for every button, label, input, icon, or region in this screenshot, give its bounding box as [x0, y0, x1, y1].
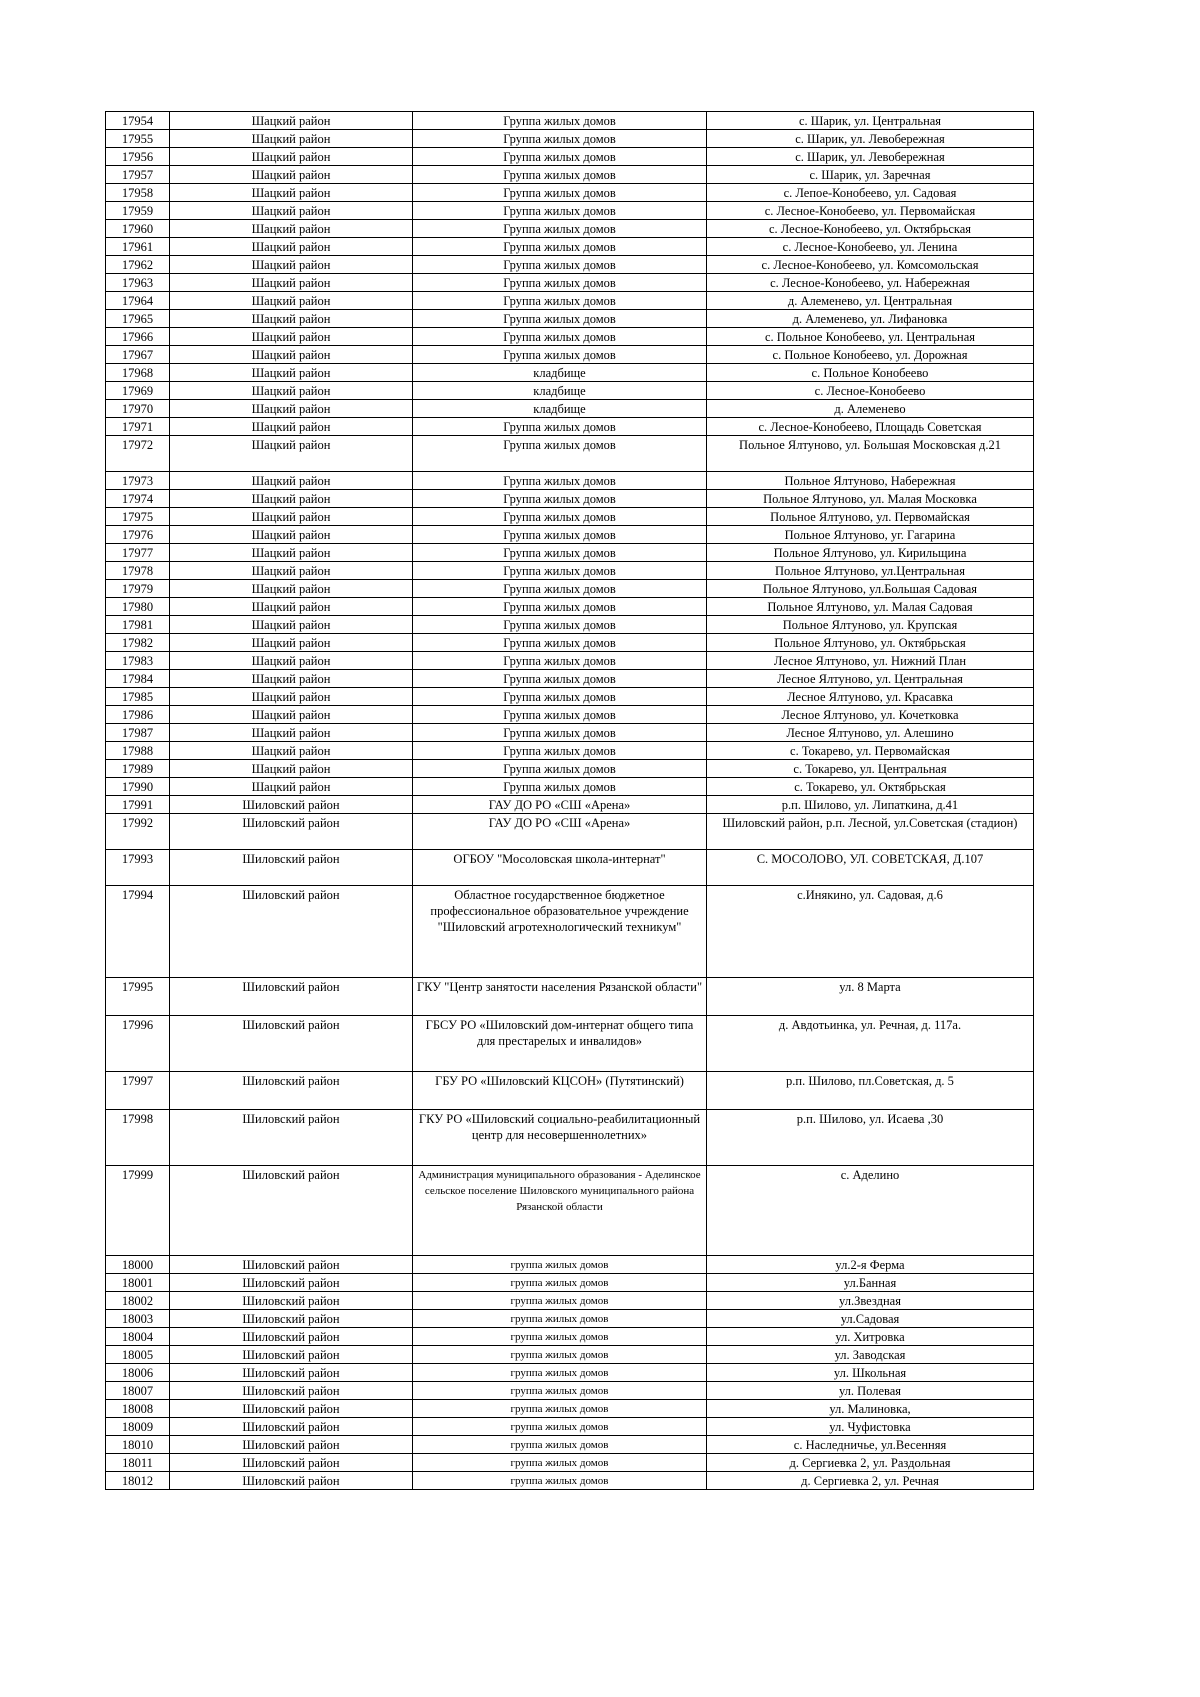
address-cell: ул.Звездная [707, 1292, 1034, 1310]
district-cell: Шиловский район [170, 1016, 413, 1072]
object-name-cell: группа жилых домов [413, 1274, 707, 1292]
record-number-cell: 17956 [106, 148, 170, 166]
object-name-cell: группа жилых домов [413, 1472, 707, 1490]
district-cell: Шиловский район [170, 1364, 413, 1382]
record-number-cell: 17977 [106, 544, 170, 562]
record-number-cell: 17991 [106, 796, 170, 814]
record-number-cell: 17983 [106, 652, 170, 670]
object-name-cell: Группа жилых домов [413, 328, 707, 346]
record-number-cell: 18003 [106, 1310, 170, 1328]
address-cell: д. Сергиевка 2, ул. Раздольная [707, 1454, 1034, 1472]
district-cell: Шацкий район [170, 562, 413, 580]
district-cell: Шацкий район [170, 706, 413, 724]
table-row [106, 148, 1034, 166]
object-name-cell: Группа жилых домов [413, 166, 707, 184]
record-number-cell: 18000 [106, 1256, 170, 1274]
table-row [106, 616, 1034, 634]
table-row [106, 1256, 1034, 1274]
record-number-cell: 17972 [106, 436, 170, 472]
object-name-cell: кладбище [413, 382, 707, 400]
district-cell: Шацкий район [170, 256, 413, 274]
address-cell: ул. Заводская [707, 1346, 1034, 1364]
object-name-cell: группа жилых домов [413, 1292, 707, 1310]
address-cell: д. Сергиевка 2, ул. Речная [707, 1472, 1034, 1490]
record-number-cell: 17975 [106, 508, 170, 526]
district-cell: Шацкий район [170, 112, 413, 130]
object-name-cell: Группа жилых домов [413, 184, 707, 202]
object-name-cell: ГАУ ДО РО «СШ «Арена» [413, 796, 707, 814]
address-cell: с. Наследничье, ул.Весенняя [707, 1436, 1034, 1454]
record-number-cell: 18007 [106, 1382, 170, 1400]
object-name-cell: группа жилых домов [413, 1436, 707, 1454]
object-name-cell: Администрация муниципального образования - Аделинское сельское поселение Шиловского муниципального района Рязанской области [413, 1166, 707, 1256]
district-cell: Шацкий район [170, 652, 413, 670]
address-cell: Польное Ялтуново, ул.Большая Садовая [707, 580, 1034, 598]
record-number-cell: 17998 [106, 1110, 170, 1166]
address-cell: ул.Банная [707, 1274, 1034, 1292]
object-name-cell: ГБУ РО «Шиловский КЦСОН» (Путятинский) [413, 1072, 707, 1110]
table-row [106, 1436, 1034, 1454]
table-row [106, 580, 1034, 598]
table-row [106, 238, 1034, 256]
object-name-cell: Группа жилых домов [413, 436, 707, 472]
address-cell: Лесное Ялтуново, ул. Кочетковка [707, 706, 1034, 724]
table-row [106, 778, 1034, 796]
district-cell: Шиловский район [170, 1166, 413, 1256]
district-cell: Шиловский район [170, 1472, 413, 1490]
object-name-cell: Областное государственное бюджетное профессиональное образовательное учреждение "Шиловский агротехнологический техникум" [413, 886, 707, 978]
district-cell: Шацкий район [170, 634, 413, 652]
district-cell: Шацкий район [170, 310, 413, 328]
address-cell: с. Шарик, ул. Левобережная [707, 148, 1034, 166]
table-row [106, 436, 1034, 472]
district-cell: Шацкий район [170, 760, 413, 778]
object-name-cell: Группа жилых домов [413, 544, 707, 562]
record-number-cell: 17986 [106, 706, 170, 724]
object-name-cell: группа жилых домов [413, 1454, 707, 1472]
record-number-cell: 18008 [106, 1400, 170, 1418]
address-cell: с. Токарево, ул. Центральная [707, 760, 1034, 778]
object-name-cell: Группа жилых домов [413, 490, 707, 508]
record-number-cell: 17967 [106, 346, 170, 364]
object-name-cell: Группа жилых домов [413, 598, 707, 616]
district-cell: Шацкий район [170, 184, 413, 202]
table-row [106, 886, 1034, 978]
address-cell: с. Лесное-Конобеево, ул. Комсомольская [707, 256, 1034, 274]
table-row [106, 760, 1034, 778]
district-cell: Шацкий район [170, 346, 413, 364]
address-cell: ул. Школьная [707, 1364, 1034, 1382]
record-number-cell: 17996 [106, 1016, 170, 1072]
address-cell: Шиловский район, р.п. Лесной, ул.Советская (стадион) [707, 814, 1034, 850]
district-cell: Шиловский район [170, 796, 413, 814]
record-number-cell: 18010 [106, 1436, 170, 1454]
record-number-cell: 17959 [106, 202, 170, 220]
address-cell: Польное Ялтуново, ул. Крупская [707, 616, 1034, 634]
record-number-cell: 17965 [106, 310, 170, 328]
object-name-cell: Группа жилых домов [413, 706, 707, 724]
object-name-cell: Группа жилых домов [413, 580, 707, 598]
district-cell: Шиловский район [170, 1454, 413, 1472]
record-number-cell: 18004 [106, 1328, 170, 1346]
table-row [106, 1472, 1034, 1490]
district-cell: Шацкий район [170, 508, 413, 526]
record-number-cell: 17990 [106, 778, 170, 796]
address-cell: д. Авдотьинка, ул. Речная, д. 117а. [707, 1016, 1034, 1072]
address-cell: ул.2-я Ферма [707, 1256, 1034, 1274]
object-name-cell: Группа жилых домов [413, 616, 707, 634]
object-name-cell: Группа жилых домов [413, 256, 707, 274]
district-cell: Шацкий район [170, 580, 413, 598]
table-row [106, 274, 1034, 292]
object-name-cell: Группа жилых домов [413, 418, 707, 436]
record-number-cell: 17988 [106, 742, 170, 760]
object-name-cell: Группа жилых домов [413, 760, 707, 778]
table-row [106, 652, 1034, 670]
address-cell: р.п. Шилово, ул. Липаткина, д.41 [707, 796, 1034, 814]
address-cell: Лесное Ялтуново, ул. Центральная [707, 670, 1034, 688]
record-number-cell: 17973 [106, 472, 170, 490]
record-number-cell: 17971 [106, 418, 170, 436]
table-row [106, 364, 1034, 382]
object-name-cell: Группа жилых домов [413, 310, 707, 328]
record-number-cell: 17969 [106, 382, 170, 400]
district-cell: Шацкий район [170, 598, 413, 616]
record-number-cell: 17976 [106, 526, 170, 544]
table-row [106, 382, 1034, 400]
address-cell: Польное Ялтуново, ул. Малая Садовая [707, 598, 1034, 616]
district-cell: Шиловский район [170, 1274, 413, 1292]
object-name-cell: Группа жилых домов [413, 634, 707, 652]
district-cell: Шацкий район [170, 526, 413, 544]
record-number-cell: 17966 [106, 328, 170, 346]
object-name-cell: Группа жилых домов [413, 130, 707, 148]
district-cell: Шиловский район [170, 978, 413, 1016]
address-cell: д. Алеменево [707, 400, 1034, 418]
record-number-cell: 18006 [106, 1364, 170, 1382]
address-cell: Польное Ялтуново, ул. Кирильщина [707, 544, 1034, 562]
object-name-cell: группа жилых домов [413, 1418, 707, 1436]
address-cell: ул. Полевая [707, 1382, 1034, 1400]
object-name-cell: группа жилых домов [413, 1400, 707, 1418]
record-number-cell: 18002 [106, 1292, 170, 1310]
table-row [106, 796, 1034, 814]
address-cell: с. Лесное-Конобеево, ул. Первомайская [707, 202, 1034, 220]
district-cell: Шацкий район [170, 364, 413, 382]
table-row [106, 472, 1034, 490]
object-name-cell: Группа жилых домов [413, 742, 707, 760]
table-row [106, 220, 1034, 238]
district-cell: Шацкий район [170, 436, 413, 472]
address-cell: с. Токарево, ул. Первомайская [707, 742, 1034, 760]
table-row [106, 598, 1034, 616]
object-name-cell: Группа жилых домов [413, 562, 707, 580]
address-cell: с. Шарик, ул. Центральная [707, 112, 1034, 130]
table-row [106, 1310, 1034, 1328]
address-cell: ул. Малиновка, [707, 1400, 1034, 1418]
district-cell: Шацкий район [170, 202, 413, 220]
record-number-cell: 17995 [106, 978, 170, 1016]
address-cell: С. МОСОЛОВО, УЛ. СОВЕТСКАЯ, Д.107 [707, 850, 1034, 886]
object-name-cell: Группа жилых домов [413, 292, 707, 310]
district-cell: Шиловский район [170, 886, 413, 978]
object-name-cell: Группа жилых домов [413, 112, 707, 130]
district-cell: Шацкий район [170, 382, 413, 400]
table-row [106, 400, 1034, 418]
object-name-cell: Группа жилых домов [413, 148, 707, 166]
table-row [106, 1364, 1034, 1382]
record-number-cell: 17997 [106, 1072, 170, 1110]
record-number-cell: 17968 [106, 364, 170, 382]
district-cell: Шиловский район [170, 1110, 413, 1166]
table-row [106, 130, 1034, 148]
district-cell: Шацкий район [170, 616, 413, 634]
address-cell: Польное Ялтуново, ул. Большая Московская д.21 [707, 436, 1034, 472]
object-name-cell: Группа жилых домов [413, 472, 707, 490]
record-number-cell: 17980 [106, 598, 170, 616]
district-cell: Шиловский район [170, 1310, 413, 1328]
table-row [106, 202, 1034, 220]
table-row [106, 256, 1034, 274]
address-cell: д. Алеменево, ул. Центральная [707, 292, 1034, 310]
district-cell: Шацкий район [170, 742, 413, 760]
address-cell: с. Лепое-Конобеево, ул. Садовая [707, 184, 1034, 202]
record-number-cell: 18001 [106, 1274, 170, 1292]
address-cell: Польное Ялтуново, ул. Малая Московка [707, 490, 1034, 508]
address-cell: Лесное Ялтуново, ул. Алешино [707, 724, 1034, 742]
district-cell: Шацкий район [170, 292, 413, 310]
address-cell: с. Лесное-Конобеево [707, 382, 1034, 400]
district-cell: Шиловский район [170, 1072, 413, 1110]
object-name-cell: группа жилых домов [413, 1364, 707, 1382]
district-cell: Шацкий район [170, 778, 413, 796]
table-row [106, 328, 1034, 346]
address-cell: Польное Ялтуново, ул. Октябрьская [707, 634, 1034, 652]
address-cell: с. Польное Конобеево [707, 364, 1034, 382]
address-cell: д. Алеменево, ул. Лифановка [707, 310, 1034, 328]
table-row [106, 112, 1034, 130]
district-cell: Шиловский район [170, 1382, 413, 1400]
record-number-cell: 18005 [106, 1346, 170, 1364]
record-number-cell: 17962 [106, 256, 170, 274]
table-row [106, 742, 1034, 760]
district-cell: Шиловский район [170, 1256, 413, 1274]
table-row [106, 562, 1034, 580]
record-number-cell: 17974 [106, 490, 170, 508]
record-number-cell: 17964 [106, 292, 170, 310]
record-number-cell: 17958 [106, 184, 170, 202]
object-name-cell: группа жилых домов [413, 1382, 707, 1400]
table-row [106, 634, 1034, 652]
table-row [106, 184, 1034, 202]
record-number-cell: 17961 [106, 238, 170, 256]
record-number-cell: 18009 [106, 1418, 170, 1436]
record-number-cell: 17985 [106, 688, 170, 706]
district-cell: Шацкий район [170, 148, 413, 166]
record-number-cell: 17987 [106, 724, 170, 742]
district-cell: Шацкий район [170, 400, 413, 418]
object-name-cell: группа жилых домов [413, 1310, 707, 1328]
object-name-cell: Группа жилых домов [413, 508, 707, 526]
table-row [106, 346, 1034, 364]
district-cell: Шацкий район [170, 490, 413, 508]
object-name-cell: Группа жилых домов [413, 202, 707, 220]
table-row [106, 418, 1034, 436]
district-cell: Шацкий район [170, 274, 413, 292]
record-number-cell: 17992 [106, 814, 170, 850]
table-row [106, 1274, 1034, 1292]
object-name-cell: Группа жилых домов [413, 346, 707, 364]
table-row [106, 1072, 1034, 1110]
district-cell: Шацкий район [170, 688, 413, 706]
table-row [106, 1346, 1034, 1364]
record-number-cell: 17957 [106, 166, 170, 184]
object-name-cell: Группа жилых домов [413, 220, 707, 238]
table-row [106, 1292, 1034, 1310]
record-number-cell: 17999 [106, 1166, 170, 1256]
table-row [106, 310, 1034, 328]
address-cell: ул. 8 Марта [707, 978, 1034, 1016]
table-row [106, 1016, 1034, 1072]
object-name-cell: Группа жилых домов [413, 670, 707, 688]
record-number-cell: 17979 [106, 580, 170, 598]
record-number-cell: 17993 [106, 850, 170, 886]
records-table-body [106, 112, 1034, 1490]
table-row [106, 1454, 1034, 1472]
table-row [106, 1110, 1034, 1166]
object-name-cell: ГБСУ РО «Шиловский дом-интернат общего типа для престарелых и инвалидов» [413, 1016, 707, 1072]
address-cell: ул. Чуфистовка [707, 1418, 1034, 1436]
table-row [106, 1382, 1034, 1400]
address-cell: с. Лесное-Конобеево, Площадь Советская [707, 418, 1034, 436]
address-cell: ул. Хитровка [707, 1328, 1034, 1346]
object-name-cell: группа жилых домов [413, 1346, 707, 1364]
district-cell: Шиловский район [170, 1328, 413, 1346]
district-cell: Шацкий район [170, 418, 413, 436]
address-cell: р.п. Шилово, ул. Исаева ,30 [707, 1110, 1034, 1166]
district-cell: Шиловский район [170, 814, 413, 850]
address-cell: Польное Ялтуново, ул. Первомайская [707, 508, 1034, 526]
address-cell: с. Польное Конобеево, ул. Центральная [707, 328, 1034, 346]
district-cell: Шацкий район [170, 130, 413, 148]
district-cell: Шиловский район [170, 1400, 413, 1418]
address-cell: с. Лесное-Конобеево, ул. Октябрьская [707, 220, 1034, 238]
record-number-cell: 17960 [106, 220, 170, 238]
address-cell: с. Лесное-Конобеево, ул. Набережная [707, 274, 1034, 292]
address-cell: Лесное Ялтуново, ул. Нижний План [707, 652, 1034, 670]
record-number-cell: 17989 [106, 760, 170, 778]
district-cell: Шиловский район [170, 1436, 413, 1454]
address-cell: р.п. Шилово, пл.Советская, д. 5 [707, 1072, 1034, 1110]
district-cell: Шацкий район [170, 220, 413, 238]
district-cell: Шацкий район [170, 166, 413, 184]
district-cell: Шацкий район [170, 544, 413, 562]
object-name-cell: ГКУ РО «Шиловский социально-реабилитационный центр для несовершеннолетних» [413, 1110, 707, 1166]
object-name-cell: ОГБОУ "Мосоловская школа-интернат" [413, 850, 707, 886]
record-number-cell: 17978 [106, 562, 170, 580]
record-number-cell: 17984 [106, 670, 170, 688]
object-name-cell: ГКУ "Центр занятости населения Рязанской области" [413, 978, 707, 1016]
record-number-cell: 18011 [106, 1454, 170, 1472]
address-cell: Польное Ялтуново, Набережная [707, 472, 1034, 490]
district-cell: Шацкий район [170, 724, 413, 742]
object-name-cell: ГАУ ДО РО «СШ «Арена» [413, 814, 707, 850]
object-name-cell: Группа жилых домов [413, 688, 707, 706]
record-number-cell: 17955 [106, 130, 170, 148]
table-row [106, 544, 1034, 562]
table-row [106, 292, 1034, 310]
district-cell: Шиловский район [170, 1292, 413, 1310]
object-name-cell: Группа жилых домов [413, 526, 707, 544]
object-name-cell: группа жилых домов [413, 1256, 707, 1274]
record-number-cell: 17981 [106, 616, 170, 634]
record-number-cell: 17970 [106, 400, 170, 418]
table-row [106, 1166, 1034, 1256]
district-cell: Шацкий район [170, 670, 413, 688]
records-table [105, 111, 1034, 1490]
table-row [106, 688, 1034, 706]
table-row [106, 1400, 1034, 1418]
table-row [106, 724, 1034, 742]
record-number-cell: 18012 [106, 1472, 170, 1490]
table-row [106, 706, 1034, 724]
district-cell: Шацкий район [170, 238, 413, 256]
object-name-cell: группа жилых домов [413, 1328, 707, 1346]
district-cell: Шиловский район [170, 1418, 413, 1436]
district-cell: Шиловский район [170, 850, 413, 886]
record-number-cell: 17954 [106, 112, 170, 130]
table-row [106, 526, 1034, 544]
address-cell: с. Шарик, ул. Левобережная [707, 130, 1034, 148]
address-cell: с.Инякино, ул. Садовая, д.6 [707, 886, 1034, 978]
object-name-cell: Группа жилых домов [413, 724, 707, 742]
address-cell: с. Токарево, ул. Октябрьская [707, 778, 1034, 796]
object-name-cell: Группа жилых домов [413, 274, 707, 292]
address-cell: Лесное Ялтуново, ул. Красавка [707, 688, 1034, 706]
table-row [106, 850, 1034, 886]
object-name-cell: Группа жилых домов [413, 652, 707, 670]
table-row [106, 814, 1034, 850]
object-name-cell: кладбище [413, 400, 707, 418]
object-name-cell: Группа жилых домов [413, 778, 707, 796]
table-row [106, 978, 1034, 1016]
district-cell: Шиловский район [170, 1346, 413, 1364]
table-row [106, 670, 1034, 688]
record-number-cell: 17994 [106, 886, 170, 978]
table-row [106, 1328, 1034, 1346]
district-cell: Шацкий район [170, 472, 413, 490]
address-cell: с. Лесное-Конобеево, ул. Ленина [707, 238, 1034, 256]
address-cell: с. Польное Конобеево, ул. Дорожная [707, 346, 1034, 364]
table-row [106, 1418, 1034, 1436]
address-cell: Польное Ялтуново, уг. Гагарина [707, 526, 1034, 544]
address-cell: Польное Ялтуново, ул.Центральная [707, 562, 1034, 580]
table-row [106, 508, 1034, 526]
address-cell: с. Аделино [707, 1166, 1034, 1256]
object-name-cell: кладбище [413, 364, 707, 382]
record-number-cell: 17963 [106, 274, 170, 292]
table-row [106, 166, 1034, 184]
table-row [106, 490, 1034, 508]
district-cell: Шацкий район [170, 328, 413, 346]
record-number-cell: 17982 [106, 634, 170, 652]
object-name-cell: Группа жилых домов [413, 238, 707, 256]
address-cell: с. Шарик, ул. Заречная [707, 166, 1034, 184]
address-cell: ул.Садовая [707, 1310, 1034, 1328]
